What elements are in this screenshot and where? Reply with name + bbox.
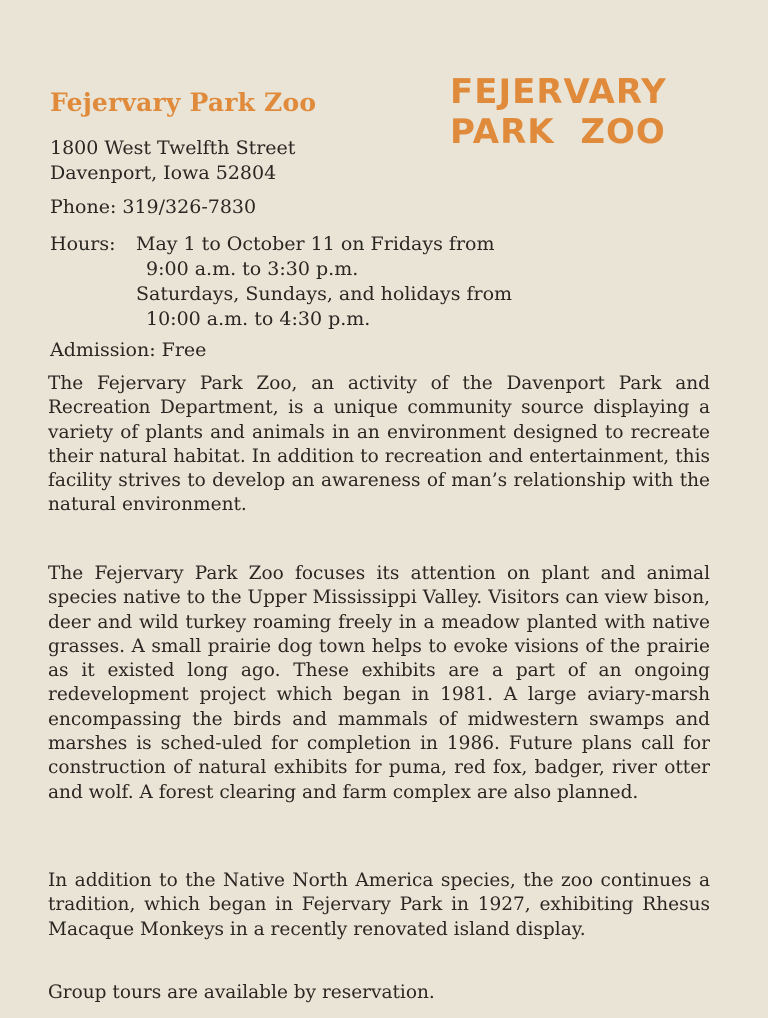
- hours-label: Hours:: [50, 233, 116, 255]
- paragraph-intro: The Fejervary Park Zoo, an activity of the Davenport Park and Recreation Department, is a unique community source displaying a variety of plants and animals in an environment designed to recreate their natural habitat. In addition to recreation and entertainment, this facility strives to develop an awareness of man’s relationship with the natural environment.: [48, 373, 710, 516]
- org-name-heading: Fejervary Park Zoo: [50, 88, 317, 117]
- big-title: [450, 72, 667, 152]
- paragraph-group-tours: Group tours are available by reservation.: [48, 982, 435, 1003]
- hours-line-1: May 1 to October 11 on Fridays from: [136, 233, 495, 255]
- admission-line: Admission: Free: [50, 339, 207, 361]
- paragraph-exhibits: The Fejervary Park Zoo focuses its attention on plant and animal species native to the Upper Mississippi Valley. Visitors can view bison, deer and wild turkey roaming freely in a meadow planted with native grasses. A small prairie dog town helps to evoke visions of the prairie as it existed long ago. These exhibits are a part of an ongoing redevelopment project which began in 1981. A large aviary-marsh encompassing the birds and mammals of midwestern swamps and marshes is sched-uled for completion in 1986. Future plans call for construction of natural exhibits for puma, red fox, badger, river otter and wolf. A forest clearing and farm complex are also planned.: [48, 563, 710, 803]
- paragraph-tradition: In addition to the Native North America species, the zoo continues a tradition, which began in Fejervary Park in 1927, exhibiting Rhesus Macaque Monkeys in a recently renovated island display.: [48, 870, 710, 940]
- address-block: [50, 136, 295, 186]
- big-title-line-1: FEJERVARY: [450, 72, 667, 112]
- hours-line-4: 10:00 a.m. to 4:30 p.m.: [146, 308, 371, 330]
- address-street: 1800 West Twelfth Street: [50, 137, 296, 159]
- big-title-line-2: PARK ZOO: [450, 112, 666, 152]
- address-city: Davenport, Iowa 52804: [50, 162, 277, 184]
- hours-line-3: Saturdays, Sundays, and holidays from: [136, 283, 513, 305]
- hours-line-2: 9:00 a.m. to 3:30 p.m.: [146, 258, 359, 280]
- phone-line: Phone: 319/326-7830: [50, 196, 257, 218]
